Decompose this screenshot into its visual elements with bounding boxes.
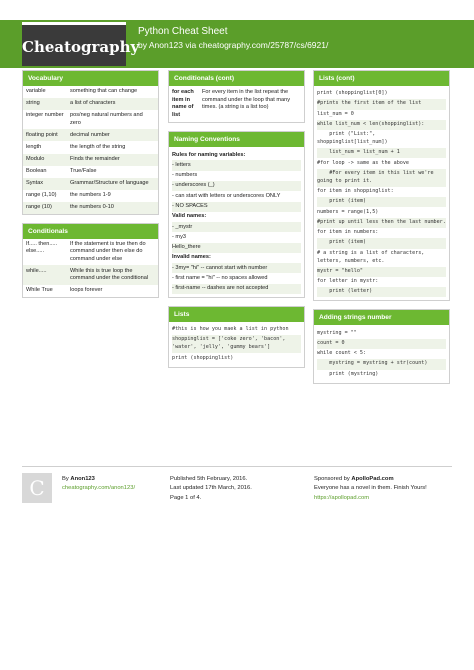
lists-section — [168, 306, 305, 368]
list-item: - first-name -- dashes are not accepted — [172, 284, 301, 294]
naming-body — [169, 147, 304, 297]
footer-dates — [170, 475, 252, 503]
row-definition: loops forever — [70, 287, 103, 294]
row-definition: the length of the string — [70, 143, 126, 150]
footer-sponsor — [314, 475, 427, 503]
published-date: Published 5th February, 2016. — [170, 476, 248, 482]
row-term: integer number — [26, 112, 64, 119]
row-term: If..... then..... else..... — [26, 241, 58, 255]
list-item: Rules for naming variables: — [172, 151, 246, 158]
list-item: count = 0 — [317, 339, 446, 349]
list-item: - my3 — [172, 233, 186, 240]
conditionals-section — [22, 223, 159, 298]
author-link[interactable]: Anon123 — [148, 40, 183, 50]
row-term: while..... — [23, 265, 67, 284]
footer-by: By — [62, 476, 69, 482]
list-item: print (shoppinglist) — [172, 354, 234, 361]
row-definition: the numbers 1-9 — [70, 192, 111, 199]
column-2 — [168, 70, 305, 376]
table-row — [23, 98, 158, 110]
list-item: print (item) — [317, 238, 446, 248]
author-avatar: C — [22, 473, 52, 503]
sponsor-prefix: Sponsored by — [314, 476, 350, 482]
list-item: - NO SPACES — [172, 202, 301, 212]
row-definition: While this is true loop the command under the conditional — [67, 265, 158, 284]
list-item: #for loop -> same as the above — [317, 159, 410, 166]
table-row — [23, 129, 158, 141]
byline — [138, 40, 328, 50]
row-term: While True — [26, 287, 53, 294]
row-term: Modulo — [23, 154, 67, 166]
list-item: print (item) — [317, 197, 446, 207]
row-definition: If the statement is true then do command under then else do command under else — [70, 241, 146, 262]
list-item: print (letter) — [317, 287, 446, 297]
table-row — [23, 202, 158, 214]
list-item: - _mystr — [172, 222, 301, 232]
row-definition: Finds the remainder — [67, 154, 158, 166]
footer-author — [62, 475, 135, 494]
row-term: range (1,10) — [26, 192, 57, 199]
table-row — [23, 265, 158, 284]
byline-by: by — [138, 40, 147, 50]
list-item: for item in shoppinglist: — [317, 188, 394, 195]
vocabulary-table — [23, 86, 158, 214]
list-item: Valid names: — [172, 213, 207, 220]
column-1 — [22, 70, 159, 306]
list-item: mystring = mystring + str(count) — [317, 359, 446, 369]
row-term: range (10) — [23, 202, 67, 214]
conditionals-cont-value: For every item in the list repeat the command under the loop that many times. (a string is a list too) — [202, 89, 290, 111]
row-definition: a list of characters — [67, 98, 158, 110]
row-term: variable — [26, 88, 46, 95]
row-definition: True/False — [70, 167, 97, 174]
sheet-url-link[interactable]: cheatography.com/25787/cs/6921/ — [198, 40, 329, 50]
vocabulary-heading: Vocabulary — [23, 71, 158, 86]
row-definition: Grammar/Structure of language — [67, 178, 158, 190]
list-item: for item in numbers: — [317, 229, 379, 236]
row-term: Syntax — [23, 178, 67, 190]
byline-via: via — [185, 40, 197, 50]
naming-section — [168, 131, 305, 298]
table-row — [23, 86, 158, 98]
table-row — [23, 141, 158, 153]
list-item: #this is how you maek a list in python — [172, 326, 289, 333]
list-item: print (shoppinglist[0]) — [317, 90, 388, 97]
list-item: list_num = list_num + 1 — [317, 148, 446, 158]
naming-heading: Naming Conventions — [169, 132, 304, 147]
list-item: numbers = range(1,5) — [317, 208, 379, 215]
title-block — [138, 26, 328, 50]
footer-author-url[interactable]: cheatography.com/anon123/ — [62, 485, 136, 492]
table-row — [23, 110, 158, 129]
list-item: mystring = "" — [317, 329, 357, 336]
table-row — [23, 285, 158, 297]
table-row — [23, 166, 158, 178]
page-title: Python Cheat Sheet — [138, 26, 228, 37]
row-term: length — [26, 143, 42, 150]
list-item: mystr = "hello" — [317, 267, 446, 277]
list-item: while list_num < len(shoppinglist): — [317, 120, 446, 130]
list-item: - first name = "hi" -- no spaces allowed — [172, 274, 268, 281]
lists-cont-section — [313, 70, 450, 301]
conditionals-cont-key: for each item in name of list — [172, 89, 194, 118]
lists-code — [169, 322, 304, 367]
list-item: print (mystring) — [317, 370, 379, 377]
vocabulary-section — [22, 70, 159, 215]
list-item: - letters — [172, 160, 301, 170]
list-item: - can start with letters or underscores ONLY — [172, 192, 281, 199]
list-item: #For every item in this list we're going to print it. — [317, 169, 446, 187]
lists-cont-heading: Lists (cont) — [314, 71, 449, 86]
list-item: #prints the first item of the list — [317, 99, 446, 109]
cheatography-logo[interactable]: Cheatography — [22, 22, 126, 66]
column-3 — [313, 70, 450, 392]
updated-date: Last updated 17th March, 2016. — [170, 485, 252, 492]
table-row — [23, 178, 158, 190]
row-definition: the numbers 0-10 — [67, 202, 158, 214]
list-item: - numbers — [172, 172, 198, 179]
conditionals-cont-heading: Conditionals (cont) — [169, 71, 304, 86]
row-definition: decimal number — [67, 129, 158, 141]
conditionals-heading: Conditionals — [23, 224, 158, 239]
table-row — [23, 190, 158, 202]
row-definition: something that can change — [70, 88, 138, 95]
conditionals-table — [23, 239, 158, 297]
strings-code — [314, 325, 449, 382]
row-term: Boolean — [26, 167, 47, 174]
list-item: Hello_there — [172, 243, 301, 253]
lists-cont-code — [314, 86, 449, 300]
table-row — [23, 239, 158, 266]
list-item: - underscores (_) — [172, 181, 301, 191]
list-item: #print up until less then the last number. — [317, 218, 446, 228]
strings-heading: Adding strings number — [314, 310, 449, 325]
strings-section — [313, 309, 450, 383]
sponsor-url[interactable]: https://apollopad.com — [314, 494, 370, 501]
list-item: print ("List:", shoppinglist[list_num]) — [317, 131, 388, 146]
conditionals-cont-section — [168, 70, 305, 123]
table-row — [23, 154, 158, 166]
row-term: floating point — [23, 129, 67, 141]
list-item: - 3my= "hi" -- cannot start with number — [172, 263, 301, 273]
conditionals-cont-row — [169, 86, 304, 122]
list-item: # a string is a list of characters, letters, numbers, etc. — [317, 249, 428, 264]
list-item: while count < 5: — [317, 350, 367, 357]
list-item: Invalid names: — [172, 254, 211, 261]
list-item: for letter in mystr: — [317, 278, 379, 285]
list-item: shoppinglist = ['coke zero', 'bacon', 'water', 'jelly', 'gummy bears'] — [172, 335, 301, 353]
sponsor-tagline: Everyone has a novel in them. Finish Yours! — [314, 485, 427, 492]
page-footer — [22, 466, 452, 506]
row-definition: pos/neg natural numbers and zero — [70, 112, 143, 126]
lists-heading: Lists — [169, 307, 304, 322]
row-term: string — [23, 98, 67, 110]
page-number: Page 1 of 4. — [170, 494, 202, 501]
list-item: list_num = 0 — [317, 110, 354, 117]
sponsor-name[interactable]: ApolloPad.com — [351, 476, 394, 482]
footer-author-name[interactable]: Anon123 — [70, 476, 95, 482]
